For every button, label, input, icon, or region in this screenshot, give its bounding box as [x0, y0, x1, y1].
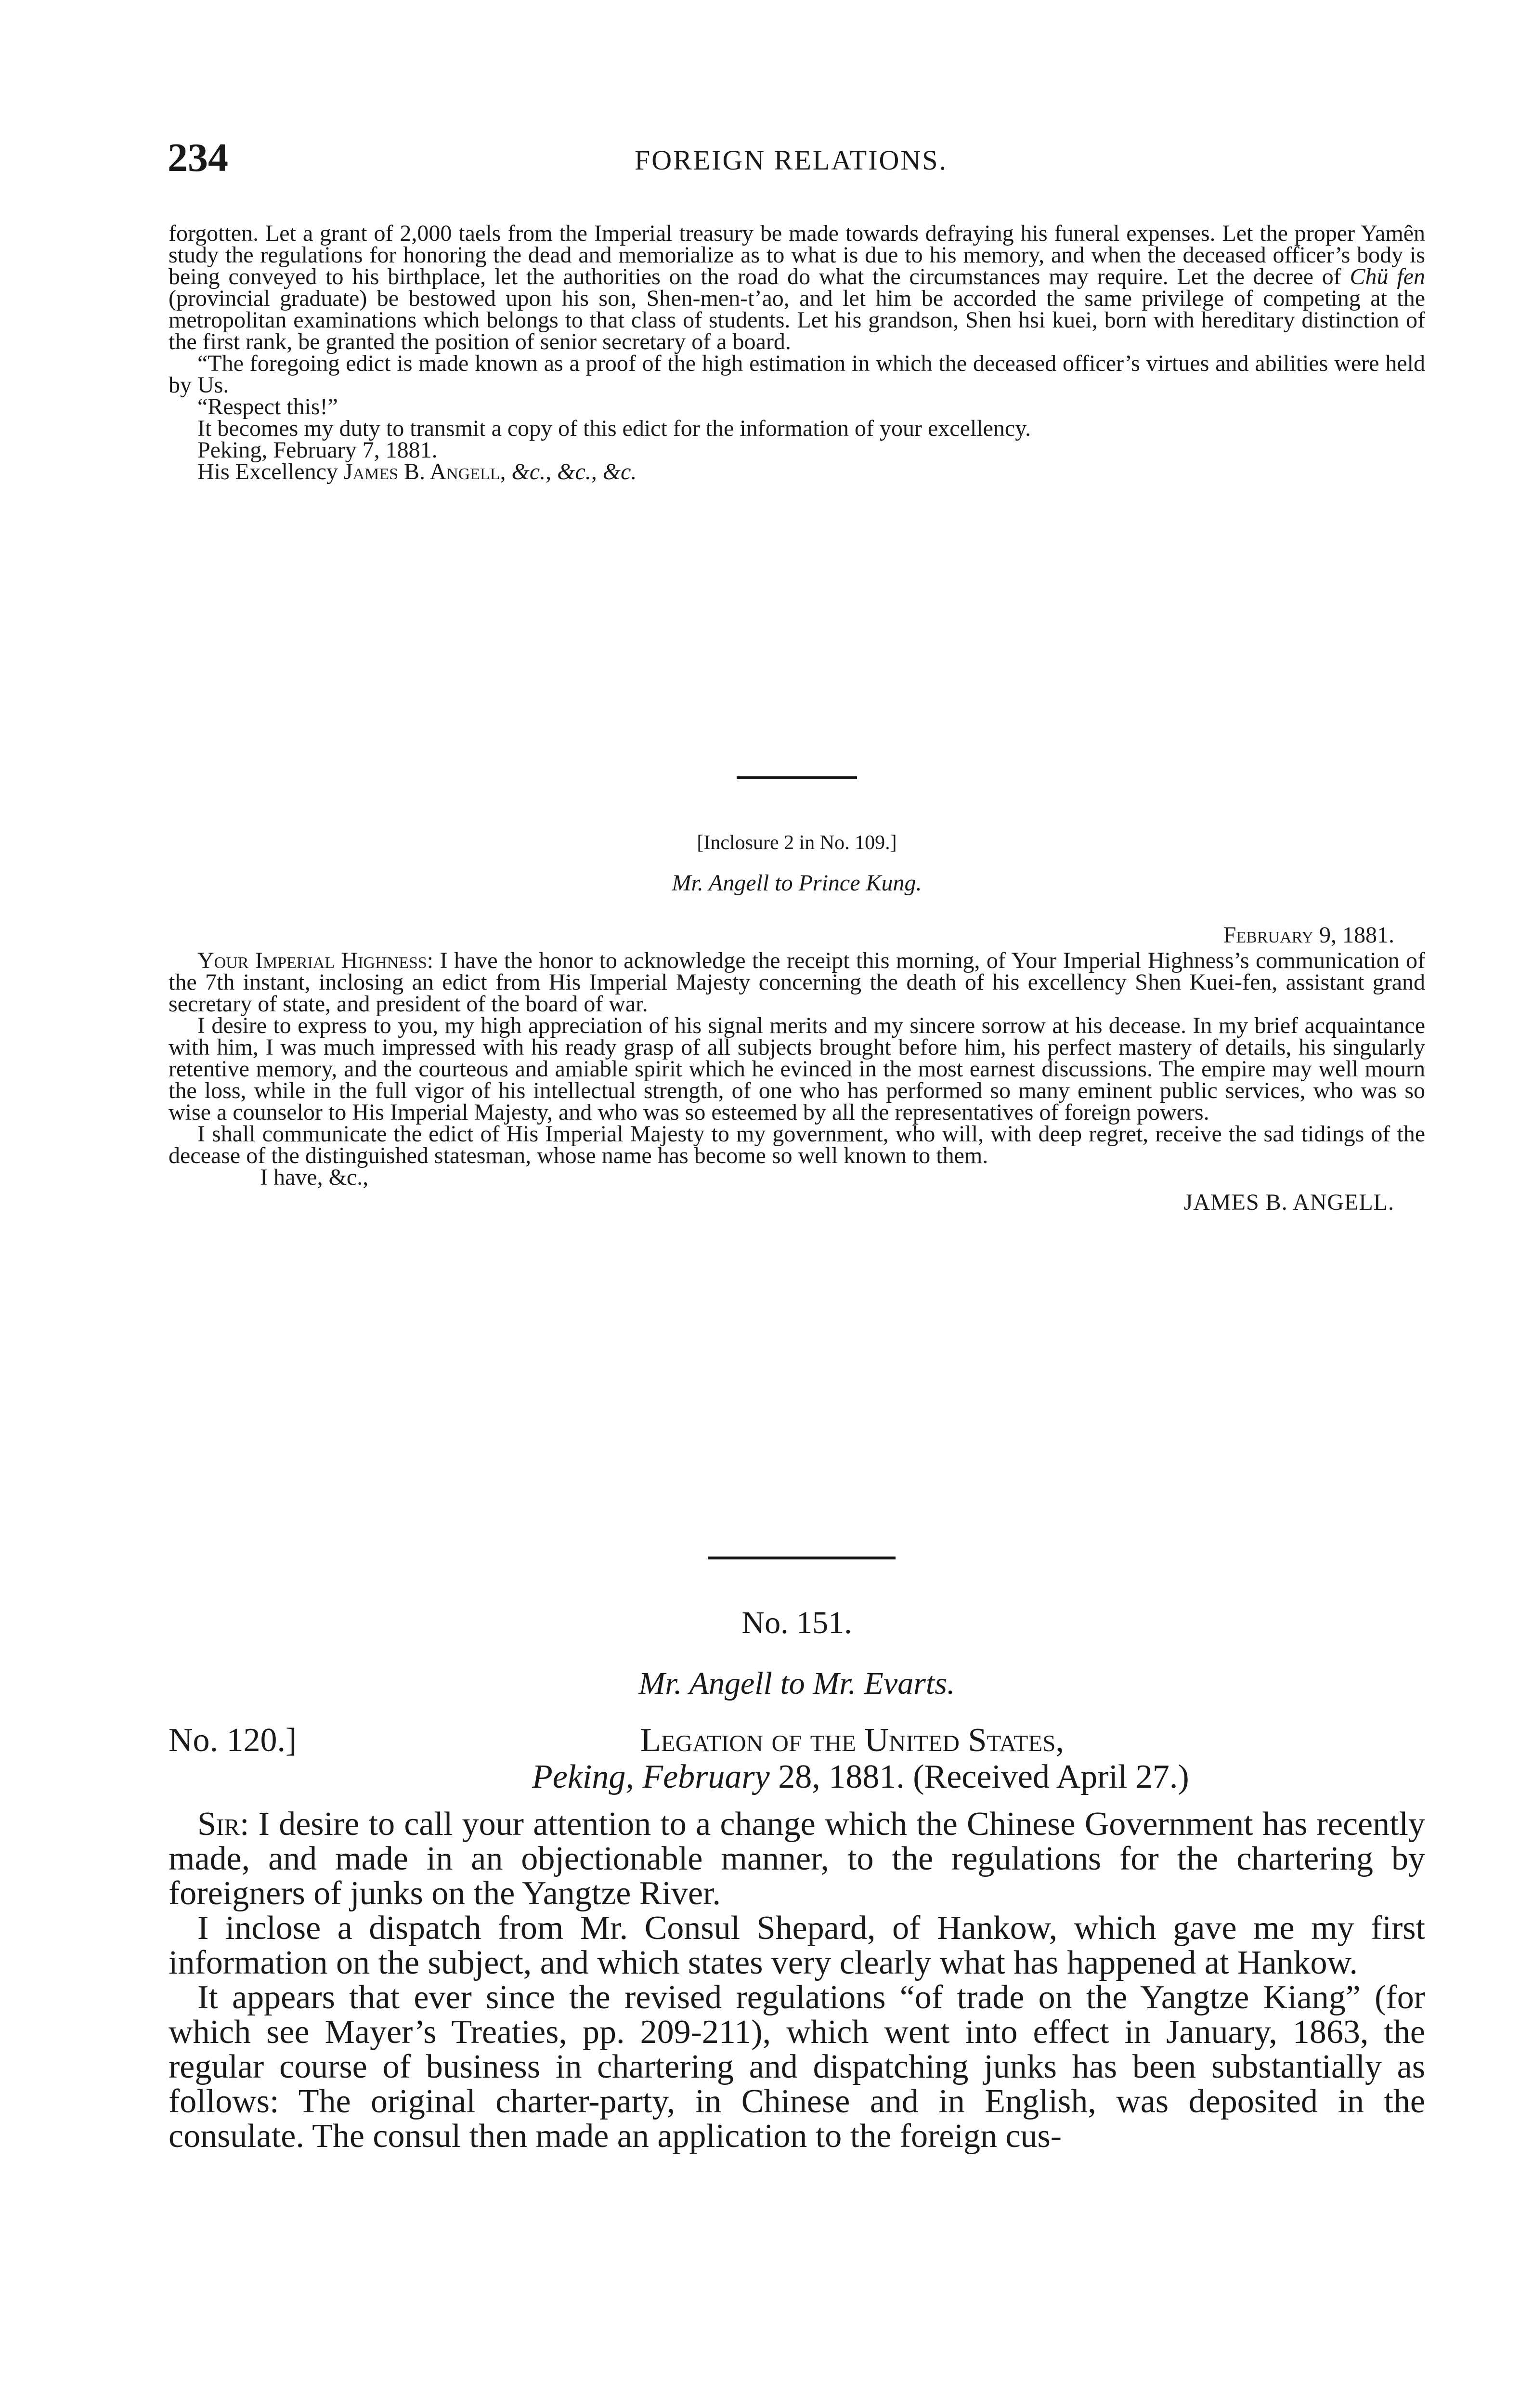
section-divider-2 [708, 1557, 896, 1559]
addressee-line: His Excellency James B. Angell, &c., &c., &c. [197, 459, 637, 484]
document-title: Mr. Angell to Mr. Evarts. [638, 1666, 955, 1701]
enclosure-signature: JAMES B. ANGELL. [1183, 1190, 1394, 1215]
enclosure-title: Mr. Angell to Prince Kung. [672, 870, 922, 896]
letter-paragraph-2: I inclose a dispatch from Mr. Consul Shepard, of Hankow, which gave me my first information on the subject, and which states very clearly what has happened at Hankow. [169, 1910, 1425, 1981]
enclosure-closing: I have, &c., [260, 1165, 369, 1190]
place-date-received: Peking, February 28, 1881. (Received April 27.) [532, 1758, 1189, 1795]
edict-continuation [169, 222, 1425, 483]
place-date-line: Peking, February 7, 1881. [197, 437, 438, 463]
reference-number: No. 120.] [169, 1722, 297, 1759]
page-header [168, 129, 1415, 192]
enclosure-date: February 9, 1881. [1223, 922, 1394, 948]
enclosure-paragraph-2: I desire to express to you, my high appreciation of his signal merits and my sincere sorrow at his decease. In my brief acquaintance with him, I was much impressed with his ready grasp of all subjects brought before him, his perfect mastery of details, his singularly retentive memory, and the courteous and amiable spirit which he evinced in the most earnest discussions. The empire may well mourn the loss, while in the full vigor of his intellectual strength, of one who has performed so many eminent public services, who was so wise a counselor to His Imperial Majesty, and who was so esteemed by all the representatives of foreign powers. [169, 1013, 1425, 1125]
document-number: No. 151. [741, 1605, 852, 1640]
document-151-section [169, 1604, 1425, 2154]
running-title: FOREIGN RELATIONS. [634, 144, 948, 176]
legation-line: Legation of the United States, [640, 1722, 1064, 1759]
section-divider-1 [737, 776, 857, 779]
enclosure-paragraph-3: I shall communicate the edict of His Imperial Majesty to my government, who will, with deep regret, receive the sad tidings of the decease of the distinguished statesman, whose name has become so well known to them. [169, 1121, 1425, 1168]
enclosure-paragraph-1: Your Imperial Highness: I have the honor to acknowledge the receipt this morning, of Your Imperial Highness’s communication of the 7th instant, inclosing an edict from His Imperial Majesty concerning the death of his excellency Shen Kuei-fen, assistant grand secretary of state, and president of the board of war. [169, 948, 1425, 1017]
enclosure-section [169, 828, 1425, 1214]
edict-paragraph-3: “Respect this!” [197, 394, 338, 419]
edict-paragraph-1: forgotten. Let a grant of 2,000 taels from the Imperial treasury be made towards defraying his funeral expenses. Let the proper Yamên study the regulations for honoring the dead and memorialize as to what is due to his memory, and when the deceased officer’s body is being conveyed to his birthplace, let the authorities on the road do what the circumstances may require. Let the decree of Chü fen (provincial graduate) be bestowed upon his son, Shen-men-t’ao, and let him be accorded the same privilege of competing at the metropolitan examinations which belongs to that class of students. Let his grandson, Shen hsi kuei, born with hereditary distinction of the first rank, be granted the position of senior secretary of a board. [169, 221, 1426, 354]
letter-paragraph-3: It appears that ever since the revised regulations “of trade on the Yangtze Kiang” (for which see Mayer’s Treaties, pp. 209-211), which went into effect in January, 1863, the regular course of business in chartering and dispatching junks has been substantially as follows: The original charter-party, in Chinese and in English, was deposited in the consulate. The consul then made an application to the foreign cus- [169, 1979, 1425, 2155]
enclosure-heading: [Inclosure 2 in No. 109.] [697, 832, 897, 854]
letter-heading [169, 1723, 1425, 1800]
page-number: 234 [168, 135, 228, 180]
letter-paragraph-1: Sir: I desire to call your attention to a change which the Chinese Government has recently made, and made in an objectionable manner, to the regulations for the chartering by foreigners of junks on the Yangtze River. [169, 1806, 1425, 1912]
transmittal-paragraph: It becomes my duty to transmit a copy of this edict for the information of your excellency. [197, 416, 1031, 441]
edict-paragraph-2: “The foregoing edict is made known as a proof of the high estimation in which the deceased officer’s virtues and abilities were held by Us. [169, 351, 1425, 398]
